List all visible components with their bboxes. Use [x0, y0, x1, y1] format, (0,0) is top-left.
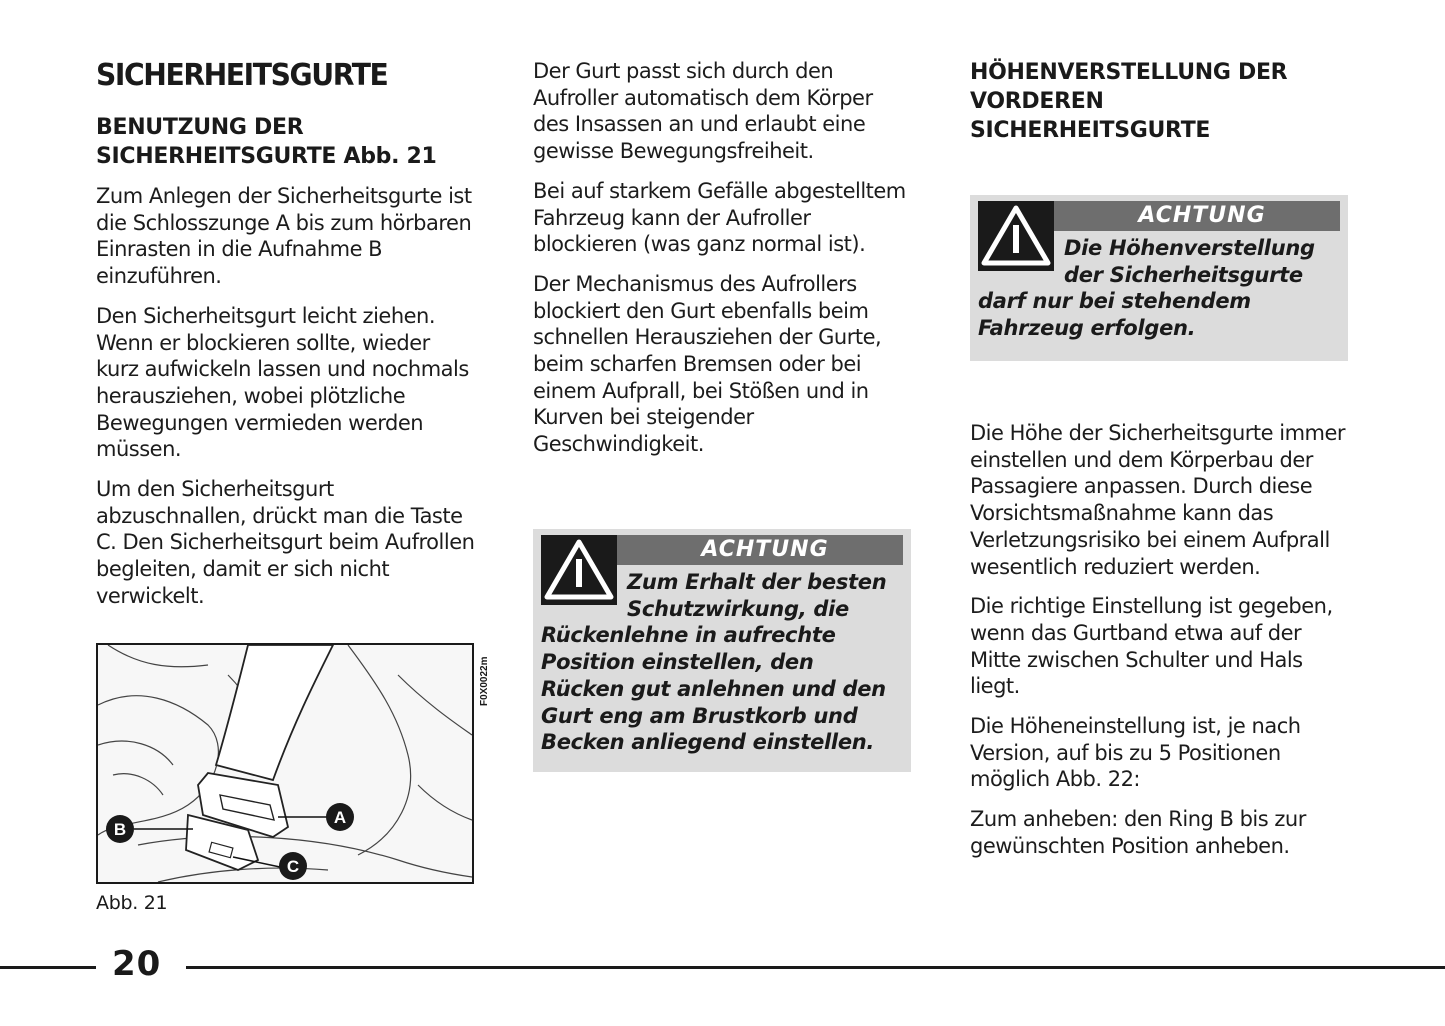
warning-text: Die Höhenverstellung der Sicherheitsgurte darf nur bei stehendem Fahrzeug erfolgen.: [978, 236, 1315, 341]
warning-triangle-icon: [541, 535, 617, 605]
paragraph: Um den Sicherheitsgurt abzuschnallen, drückt man die Taste C. Den Sicherheitsgurt beim Aufrollen begleiten, damit er sich nicht verwickelt.: [96, 477, 475, 608]
label-b: [106, 815, 134, 843]
paragraph: Der Gurt passt sich durch den Aufroller automatisch dem Körper des Insassen an und erlaubt eine gewisse Bewegungsfreiheit.: [533, 59, 873, 164]
warning-heading: ACHTUNG: [541, 535, 903, 565]
subsection-title-line-1: BENUTZUNG DER: [96, 115, 304, 140]
seatbelt-illustration: [98, 645, 472, 882]
seatbelt-figure: [96, 643, 474, 884]
svg-text:B: B: [113, 820, 127, 839]
paragraph: Der Mechanismus des Aufrollers blockiert den Gurt ebenfalls beim schnellen Herausziehen der Gurte, beim scharfen Bremsen oder bei einem Aufprall, bei Stößen und in Kurven bei steigender Geschwindigkeit.: [533, 271, 882, 457]
title-line-3: SICHERHEITSGURTE: [970, 118, 1211, 143]
column-2: [533, 58, 913, 471]
page-number: 20: [112, 944, 162, 984]
footer-rule-left: [0, 966, 96, 969]
paragraph: Die Höhe der Sicherheitsgurte immer einstellen und dem Körperbau der Passagiere anpassen. Durch diese Vorsichtsmaßnahme kann das Verletzungsrisiko bei einem Aufprall wesentlich reduziert werden.: [970, 421, 1346, 579]
paragraph: Zum anheben: den Ring B bis zur gewünschten Position anheben.: [970, 807, 1306, 858]
paragraph: Den Sicherheitsgurt leicht ziehen. Wenn er blockieren sollte, wieder kurz aufwickeln lassen und nochmals herausziehen, wobei plötzliche Bewegungen vermieden werden müssen.: [96, 303, 469, 462]
subsection-title-line-2: SICHERHEITSGURTE Abb. 21: [96, 144, 437, 169]
column-3: [970, 58, 1350, 145]
label-c: [279, 852, 307, 880]
figure-code: F0X0022m: [479, 656, 490, 706]
warning-box-height: [970, 195, 1348, 361]
paragraph: Die richtige Einstellung ist gegeben, wenn das Gurtband etwa auf der Mitte zwischen Schulter und Hals liegt.: [970, 594, 1333, 699]
warning-box: [533, 529, 911, 772]
figure-caption: Abb. 21: [96, 892, 168, 914]
svg-text:A: A: [333, 808, 347, 827]
warning-heading: ACHTUNG: [978, 201, 1340, 231]
paragraph: Die Höheneinstellung ist, je nach Version, auf bis zu 5 Positionen möglich Abb. 22:: [970, 714, 1301, 792]
section-title-height-adjust: [970, 58, 1350, 145]
subsection-title: [96, 113, 476, 171]
warning-triangle-icon: [978, 201, 1054, 271]
paragraph: Bei auf starkem Gefälle abgestelltem Fahrzeug kann der Aufroller blockieren (was ganz normal ist).: [533, 178, 906, 257]
footer-rule-right: [186, 966, 1445, 969]
warning-text: Zum Erhalt der besten Schutzwirkung, die Rückenlehne in aufrechte Position einstellen, den Rücken gut anlehnen und den Gurt eng am Brustkorb und Becken anliegend einstellen.: [541, 570, 887, 755]
column-1: [96, 58, 476, 623]
paragraph: Zum Anlegen der Sicherheitsgurte ist die Schlosszunge A bis zum hörbaren Einrasten in die Aufnahme B einzuführen.: [96, 184, 472, 289]
title-line-1: HÖHENVERSTELLUNG DER: [970, 60, 1288, 85]
title-line-2: VORDEREN: [970, 89, 1104, 114]
label-a: [326, 803, 354, 831]
svg-text:C: C: [286, 857, 300, 876]
column-3-body: [970, 420, 1350, 873]
section-title: SICHERHEITSGURTE: [96, 58, 388, 93]
